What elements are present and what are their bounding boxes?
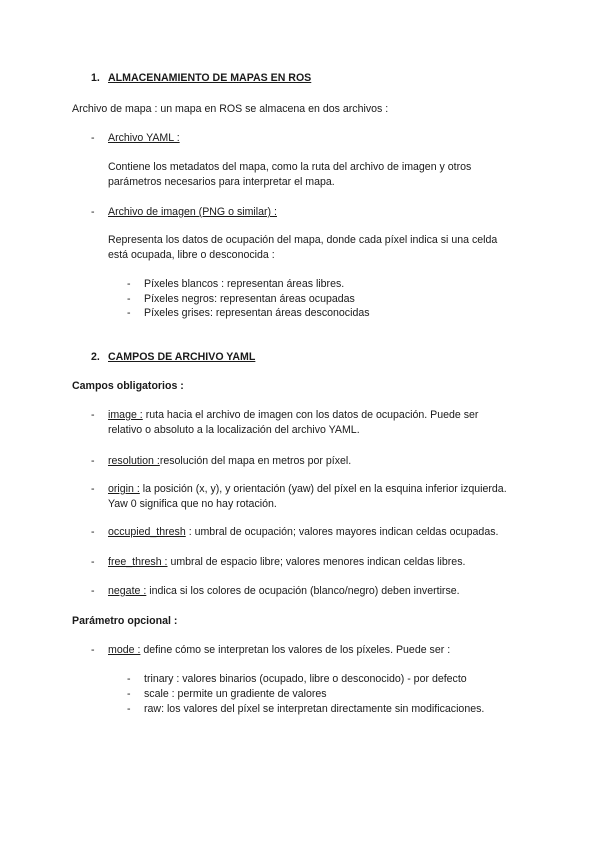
- field-name: resolution :: [108, 455, 160, 467]
- field-desc-cont: relativo o absoluto a la localización del archivo YAML.: [108, 424, 360, 436]
- sub-bullet: -: [127, 673, 131, 685]
- optional-param-heading: Parámetro opcional :: [72, 615, 178, 627]
- bullet: -: [91, 132, 95, 144]
- field-name: occupied_thresh: [108, 526, 186, 538]
- mode-option-trinary: trinary : valores binarios (ocupado, libre o desconocido) - por defecto: [144, 673, 467, 685]
- field-negate: [108, 585, 460, 597]
- field-desc: resolución del mapa en metros por píxel.: [159, 455, 352, 467]
- image-file-label: Archivo de imagen (PNG o similar) :: [108, 206, 277, 218]
- section-1-intro: Archivo de mapa : un mapa en ROS se almacena en dos archivos :: [72, 103, 389, 115]
- field-name: negate :: [108, 585, 147, 597]
- bullet: -: [91, 585, 95, 597]
- mode-option-scale: scale : permite un gradiente de valores: [144, 688, 327, 700]
- field-mode: [108, 644, 450, 656]
- bullet: -: [91, 483, 95, 495]
- sub-bullet: -: [127, 688, 131, 700]
- sub-bullet: -: [127, 703, 131, 715]
- field-desc: : umbral de ocupación; valores mayores indican celdas ocupadas.: [188, 526, 499, 538]
- bullet: -: [91, 556, 95, 568]
- bullet: -: [91, 455, 95, 467]
- field-origin: [108, 483, 507, 495]
- bullet: -: [91, 644, 95, 656]
- section-2-title: CAMPOS DE ARCHIVO YAML: [108, 351, 256, 363]
- mode-option-raw: raw: los valores del píxel se interpretan directamente sin modificaciones.: [144, 703, 485, 715]
- field-name: free_thresh :: [108, 556, 168, 568]
- field-name: image :: [108, 409, 143, 421]
- image-file-desc-line: está ocupada, libre o desconocida :: [108, 249, 275, 261]
- section-2-number: 2.: [91, 351, 100, 363]
- bullet: -: [91, 526, 95, 538]
- field-desc-cont: Yaw 0 significa que no hay rotación.: [108, 498, 277, 510]
- bullet: -: [91, 206, 95, 218]
- field-desc: indica si los colores de ocupación (blanco/negro) deben invertirse.: [149, 585, 460, 597]
- field-desc: ruta hacia el archivo de imagen con los datos de ocupación. Puede ser: [145, 409, 479, 421]
- image-file-desc-line: Representa los datos de ocupación del mapa, donde cada píxel indica si una celda: [108, 234, 498, 246]
- section-1-title: ALMACENAMIENTO DE MAPAS EN ROS: [108, 72, 312, 84]
- field-desc: define cómo se interpretan los valores de los píxeles. Puede ser :: [143, 644, 451, 656]
- section-1-number: 1.: [91, 72, 100, 84]
- field-desc: umbral de espacio libre; valores menores indican celdas libres.: [170, 556, 466, 568]
- yaml-file-desc-line: Contiene los metadatos del mapa, como la ruta del archivo de imagen y otros: [108, 161, 472, 173]
- pixel-grey-item: Píxeles grises: representan áreas desconocidas: [144, 307, 370, 319]
- sub-bullet: -: [127, 307, 131, 319]
- field-free-thresh: [108, 556, 465, 568]
- field-name: mode :: [108, 644, 141, 656]
- pixel-white-item: Píxeles blancos : representan áreas libres.: [144, 278, 345, 290]
- field-occupied-thresh: [108, 526, 498, 538]
- field-image: [108, 409, 478, 421]
- sub-bullet: -: [127, 293, 131, 305]
- field-resolution: [108, 455, 351, 467]
- pixel-black-item: Píxeles negros: representan áreas ocupadas: [144, 293, 355, 305]
- field-desc: la posición (x, y), y orientación (yaw) del píxel en la esquina inferior izquierda.: [142, 483, 507, 495]
- yaml-file-desc-line: parámetros necesarios para interpretar el mapa.: [108, 176, 335, 188]
- required-fields-heading: Campos obligatorios :: [72, 380, 184, 392]
- field-name: origin :: [108, 483, 140, 495]
- bullet: -: [91, 409, 95, 421]
- sub-bullet: -: [127, 278, 131, 290]
- yaml-file-label: Archivo YAML :: [108, 132, 180, 144]
